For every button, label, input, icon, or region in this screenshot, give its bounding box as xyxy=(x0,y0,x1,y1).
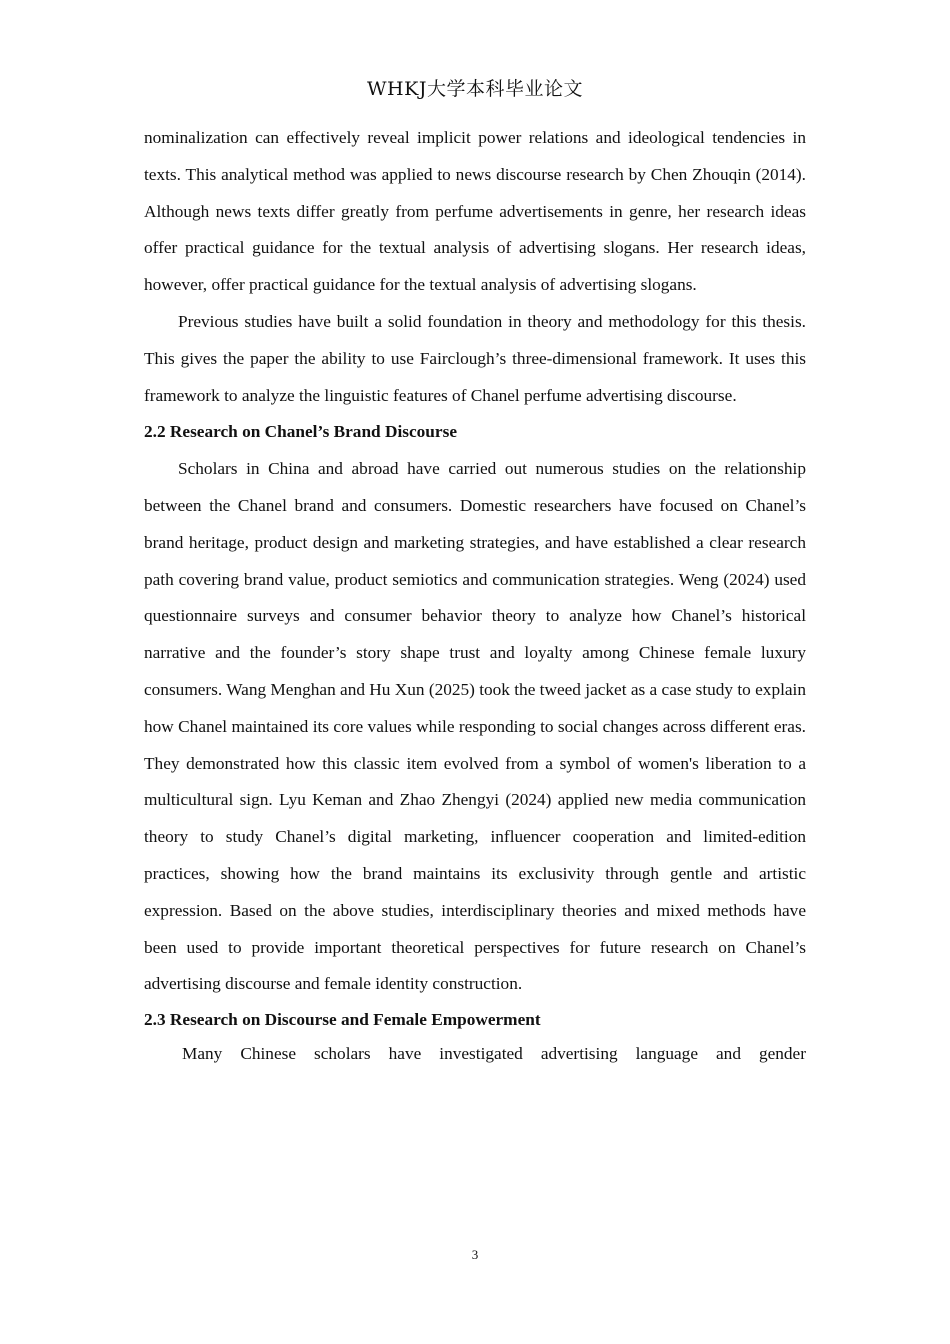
paragraph-continuation: nominalization can effectively reveal implicit power relations and ideological tendencies in texts. This analytical method was applied to news discourse research by Chen Zhouqin (2014). Although news texts differ greatly from perfume advertisements in genre, her research ideas offer practical guidance for the textual analysis of advertising slogans. Her research ideas, however, offer practical guidance for the textual analysis of advertising slogans. xyxy=(144,128,806,295)
page-header: WHKJ大学本科毕业论文 xyxy=(367,78,583,100)
page-number: 3 xyxy=(471,1247,479,1262)
section-heading-2-2: 2.2 Research on Chanel’s Brand Discourse xyxy=(144,422,457,442)
section-heading-2-3: 2.3 Research on Discourse and Female Empowerment xyxy=(144,1010,541,1030)
paragraph-previous-studies: Previous studies have built a solid foundation in theory and methodology for this thesis. This gives the paper the ability to use Fairclough’s three-dimensional framework. It uses this framework to analyze the linguistic features of Chanel perfume advertising discourse. xyxy=(144,311,806,405)
paragraph-female-empowerment: Many Chinese scholars have investigated advertising language and gender xyxy=(182,1044,806,1064)
paragraph-chanel-brand-discourse: Scholars in China and abroad have carried out numerous studies on the relationship between the Chanel brand and consumers. Domestic researchers have focused on Chanel’s brand heritage, product design and marketing strategies, and have established a clear research path covering brand value, product semiotics and communication strategies. Weng (2024) used questionnaire surveys and consumer behavior theory to analyze how Chanel’s historical narrative and the founder’s story shape trust and loyalty among Chinese female luxury consumers. Wang Menghan and Hu Xun (2025) took the tweed jacket as a case study to explain how Chanel maintained its core values while responding to social changes across different eras. They demonstrated how this classic item evolved from a symbol of women's liberation to a multicultural sign. Lyu Keman and Zhao Zhengyi (2024) applied new media communication theory to study Chanel’s digital marketing, influencer cooperation and limited-edition practices, showing how the brand maintains its exclusivity through gentle and artistic expression. Based on the above studies, interdisciplinary theories and mixed methods have been used to provide important theoretical perspectives for future research on Chanel’s advertising discourse and female identity construction. xyxy=(144,459,807,994)
document-body xyxy=(144,120,806,1073)
